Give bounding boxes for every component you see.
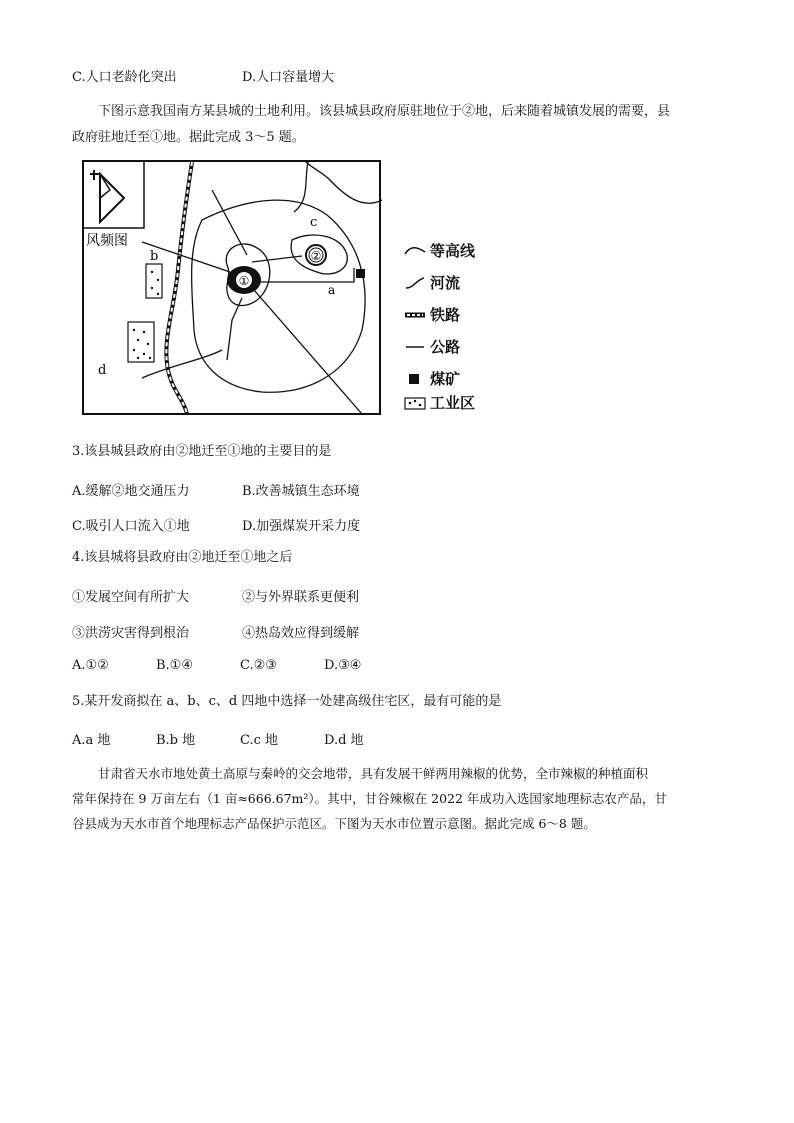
q4-stem: 4.该县城将县政府由②地迁至①地之后 <box>72 550 293 565</box>
point-c-label: c <box>310 215 318 230</box>
highway-icon <box>404 340 426 354</box>
q5-stem: 5.某开发商拟在 a、b、c、d 四地中选择一处建高级住宅区，最有可能的是 <box>72 694 502 709</box>
q4-item-3: ③洪涝灾害得到根治 <box>72 626 190 641</box>
point-d-label: d <box>98 363 107 378</box>
q4-option-c: C.②③ <box>240 658 277 673</box>
q5-option-a: A.a 地 <box>72 733 111 748</box>
q5-option-c: C.c 地 <box>240 733 279 748</box>
intro2-line2: 常年保持在 9 万亩左右（1 亩≈666.67m²）。其中，甘谷辣椒在 2022 年成功入选国家地理标志农产品，甘 <box>72 791 667 806</box>
intro2-line1: 甘肃省天水市地处黄土高原与秦岭的交会地带，具有发展干鲜两用辣椒的优势，全市辣椒的种植面积 <box>98 766 649 781</box>
q4-option-b: B.①④ <box>156 658 193 673</box>
q3-option-b: B.改善城镇生态环境 <box>242 484 360 499</box>
q4-option-a: A.①② <box>72 658 109 673</box>
point-1-label: ① <box>238 274 250 288</box>
q4-item-4: ④热岛效应得到缓解 <box>242 626 360 641</box>
intro1-line2: 政府驻地迁至①地。据此完成 3～5 题。 <box>72 130 305 145</box>
intro2-line3: 谷县成为天水市首个地理标志产品保护示范区。下图为天水市位置示意图。据此完成 6～8 题。 <box>72 816 596 831</box>
land-use-map <box>82 160 382 416</box>
contour-line-icon <box>404 244 426 258</box>
coal-mine-icon <box>404 372 426 386</box>
q3-option-a: A.缓解②地交通压力 <box>72 484 190 499</box>
q5-option-d: D.d 地 <box>324 733 364 748</box>
point-2-label: ② <box>310 249 322 263</box>
q3-stem: 3.该县城县政府由②地迁至①地的主要目的是 <box>72 444 332 459</box>
point-a-label: a <box>328 283 336 297</box>
q4-option-d: D.③④ <box>324 658 362 673</box>
q4-item-1: ①发展空间有所扩大 <box>72 590 190 605</box>
option-d-prev: D.人口容量增大 <box>242 70 335 85</box>
q3-option-c: C.吸引人口流入①地 <box>72 519 190 534</box>
option-c-prev: C.人口老龄化突出 <box>72 70 177 85</box>
q3-option-d: D.加强煤炭开采力度 <box>242 519 361 534</box>
q4-item-2: ②与外界联系更便利 <box>242 590 360 605</box>
intro1-line1: 下图示意我国南方某县城的土地利用。该县城县政府原驻地位于②地，后来随着城镇发展的需要，县 <box>98 104 671 119</box>
railway-icon <box>404 308 426 322</box>
wind-rose-label: 风频图 <box>86 233 128 249</box>
q5-option-b: B.b 地 <box>156 733 196 748</box>
point-b-label: b <box>150 249 159 264</box>
coal-mine-marker <box>356 269 365 278</box>
industrial-zone-icon <box>404 396 426 410</box>
river-icon <box>404 276 426 290</box>
